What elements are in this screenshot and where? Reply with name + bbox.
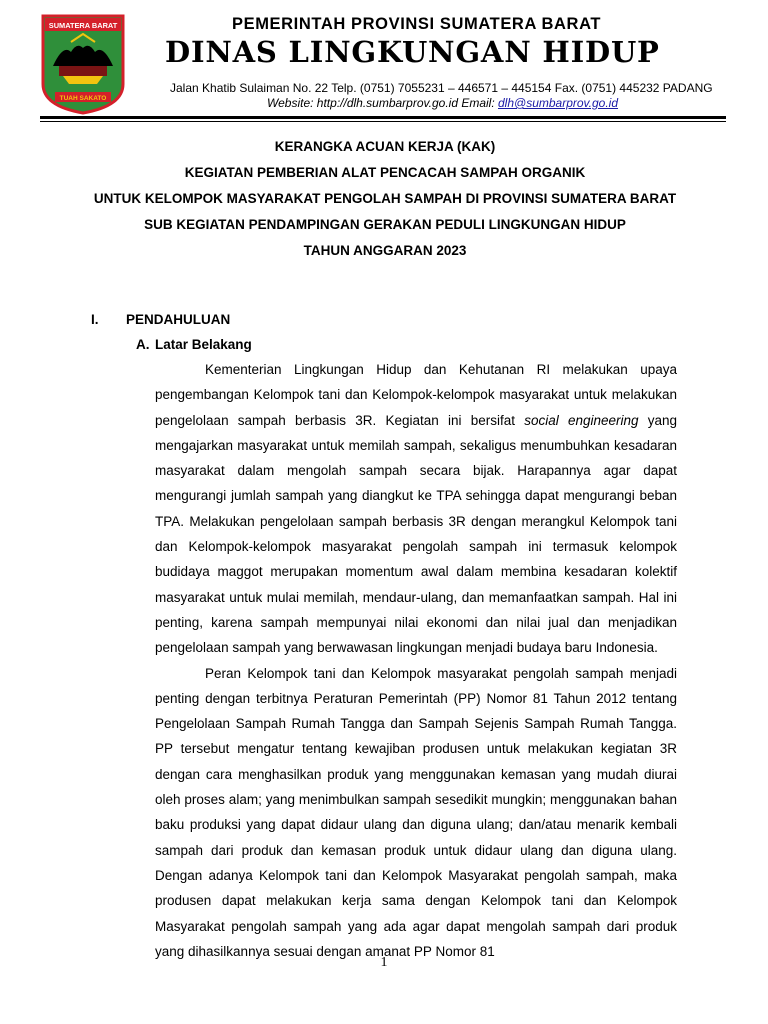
page-number: 1 <box>380 955 388 970</box>
body-text <box>155 357 677 964</box>
sumatera-barat-emblem-icon <box>41 14 125 115</box>
paragraph-1-emphasis: social engineering <box>524 412 639 428</box>
paragraph-1 <box>155 357 677 661</box>
title-line-1: KERANGKA ACUAN KERJA (KAK) <box>274 139 496 154</box>
letterhead-rule-thick <box>40 116 726 119</box>
subsection-title: Latar Belakang <box>155 337 252 352</box>
agency-address: Jalan Khatib Sulaiman No. 22 Telp. (0751) 7055231 – 446571 – 445154 Fax. (0751) 445232 PADANG <box>170 81 713 95</box>
government-name: PEMERINTAH PROVINSI SUMATERA BARAT <box>232 15 602 33</box>
title-line-5: TAHUN ANGGARAN 2023 <box>303 243 467 258</box>
document-title-block <box>60 134 710 264</box>
agency-name: DINAS LINGKUNGAN HIDUP <box>165 35 660 69</box>
paragraph-1-part-1: Kementerian Lingkungan Hidup dan Kehutanan RI melakukan upaya pengembangan Kelompok tani dan Kelompok-kelompok masyarakat untuk melakukan pengelolaan sampah berbasis 3R. Kegiatan ini bersifat <box>155 362 677 428</box>
paragraph-1-part-2: yang mengajarkan masyarakat untuk memilah sampah, sekaligus menumbuhkan kesadaran masyarakat dalam mengolah sampah secara bijak. Harapannya agar dapat mengurangi jumlah sampah yang diangkut ke TPA sehingga dapat mengurangi beban TPA. Melakukan pengelolaan sampah berbasis 3R dengan merangkul Kelompok tani dan Kelompok-kelompok masyarakat pengolah sampah ini termasuk kelompok budidaya maggot merupakan momentum awal dalam membina kesadaran kolektif masyarakat untuk mulai memilah, mendaur-ulang, dan memanfaatkan sampah. Hal ini penting, karena sampah mempunyai nilai ekonomi dan nilai jual dan menjadikan pengelolaan sampah yang berwawasan lingkungan menjadi budaya baru Indonesia. <box>155 412 678 656</box>
logo-top-text: SUMATERA BARAT <box>48 21 118 30</box>
agency-contact <box>267 96 667 110</box>
section-title: PENDAHULUAN <box>126 312 231 327</box>
paragraph-2: Peran Kelompok tani dan Kelompok masyarakat pengolah sampah menjadi penting dengan terbitnya Peraturan Pemerintah (PP) Nomor 81 Tahun 2012 tentang Pengelolaan Sampah Rumah Tangga dan Sampah Sejenis Sampah Rumah Tangga. PP tersebut mengatur tentang kewajiban produsen untuk melakukan kegiatan 3R dengan cara menghasilkan produk yang menggunakan kemasan yang mudah diurai oleh proses alam; yang menimbulkan sampah sesedikit mungkin; menggunakan bahan baku produksi yang dapat didaur ulang dan diguna ulang; dan/atau menarik kembali sampah dari produk dan kemasan produk untuk didaur ulang dan diguna ulang. Dengan adanya Kelompok tani dan Kelompok Masyarakat pengolah sampah, maka produsen dapat melakukan kerja sama dengan Kelompok tani dan Kelompok Masyarakat pengolah sampah yang ada agar dapat mengolah sampah dari produk yang dihasilkannya sesuai dengan amanat PP Nomor 81 <box>155 665 677 959</box>
subsection-number: A. <box>136 337 150 352</box>
title-line-2: KEGIATAN PEMBERIAN ALAT PENCACAH SAMPAH ORGANIK <box>184 165 586 180</box>
title-line-3: UNTUK KELOMPOK MASYARAKAT PENGOLAH SAMPAH DI PROVINSI SUMATERA BARAT <box>93 191 677 206</box>
email-link[interactable]: dlh@sumbarprov.go.id <box>498 96 619 110</box>
letterhead-rule-thin <box>40 121 726 122</box>
website-label: Website: http://dlh.sumbarprov.go.id Email: <box>267 96 498 110</box>
title-line-4: SUB KEGIATAN PENDAMPINGAN GERAKAN PEDULI LINGKUNGAN HIDUP <box>144 217 626 232</box>
logo-bottom-text: TUAH SAKATO <box>59 95 107 102</box>
section-number: I. <box>91 312 99 327</box>
